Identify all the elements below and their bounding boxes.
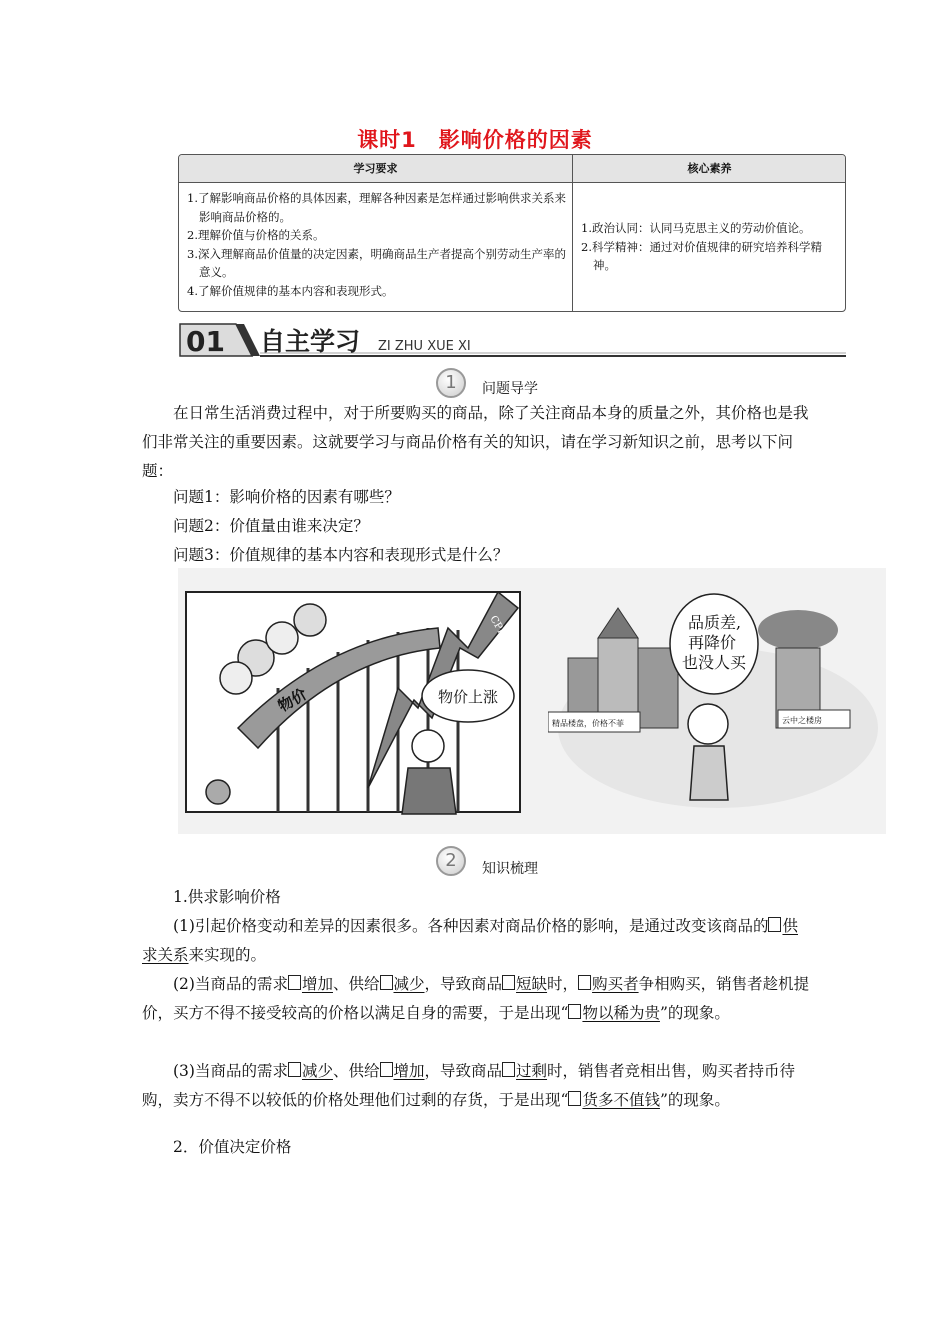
- bubble-price-rise: 物价上涨: [438, 688, 499, 706]
- sign-left: 精品楼盘，价格不菲: [552, 719, 624, 728]
- answer-box: [768, 917, 781, 932]
- table-header-core: 核心素养: [572, 155, 846, 183]
- section-pinyin: ZI ZHU XUE XI: [378, 339, 471, 354]
- paragraph-2: (2)当商品的需求 增加、供给 减少，导致商品 短缺时， 购买者争相购买，销售者趁机提价，买方不得不接受较高的价格以满足自身的需要，于是出现“ 物以稀为贵”的现象。: [142, 975, 810, 1022]
- list-item: 2.科学精神：通过对价值规律的研究培养科学精神。: [581, 239, 822, 272]
- bubble-line-3: 也没人买: [682, 653, 747, 672]
- part-label: 问题导学: [482, 381, 538, 397]
- list-item: 4.了解价值规律的基本内容和表现形式。: [187, 283, 394, 298]
- question-3: 问题3：价值规律的基本内容和表现形式是什么？: [173, 546, 509, 564]
- part-number-badge: 2: [436, 846, 466, 876]
- paragraph-3: (3)当商品的需求 减少、供给 增加，导致商品 过剩时，销售者竞相出售，购买者持币待购，卖方不得不以较低的价格处理他们过剩的存货，于是出现“ 货多不值钱”的现象。: [142, 1062, 796, 1109]
- list-item: 1.了解影响商品价格的具体因素，理解各种因素是怎样通过影响供求关系来影响商品价格的。: [187, 191, 566, 224]
- core-literacy-list: [581, 219, 843, 275]
- page-title: 课时1 影响价格的因素: [357, 128, 593, 152]
- list-item: 1.政治认同：认同马克思主义的劳动价值论。: [581, 221, 811, 235]
- cartoon-quality: [548, 588, 878, 818]
- cpi-tag: CPI: [487, 614, 507, 636]
- section-title: 自主学习: [260, 327, 361, 356]
- list-item: 3.深入理解商品价值量的决定因素，明确商品生产者提高个别劳动生产率的意义。: [187, 246, 566, 279]
- bubble-line-1: 品质差,: [688, 613, 742, 632]
- part-number-badge: 1: [436, 368, 466, 398]
- cartoon-illustrations: [178, 568, 886, 834]
- bubble-line-2: 再降价: [688, 633, 737, 652]
- heading-value-price: 2．价值决定价格: [173, 1138, 292, 1156]
- question-2: 问题2：价值量由谁来决定？: [173, 517, 369, 535]
- paragraph-1: (1)引起价格变动和差异的因素很多。各种因素对商品价格的影响，是通过改变该商品的 供求关系来实现的。: [142, 917, 798, 964]
- part-label: 知识梳理: [482, 861, 538, 877]
- table-header-requirements: 学习要求: [179, 155, 572, 183]
- heading-supply-demand: 1.供求影响价格: [173, 888, 281, 906]
- sign-right: 云中之楼房: [782, 716, 822, 725]
- intro-paragraph: 在日常生活消费过程中，对于所要购买的商品，除了关注商品本身的质量之外，其价格也是我们非常关注的重要因素。这就要学习与商品价格有关的知识，请在学习新知识之前，思考以下问题：: [142, 404, 809, 480]
- list-item: 2.理解价值与价格的关系。: [187, 228, 325, 242]
- section-number: 01: [186, 325, 225, 358]
- section-banner: [178, 322, 846, 358]
- arch-label: 物价: [275, 684, 310, 716]
- learning-goals-table: [178, 154, 846, 312]
- requirements-list: [187, 189, 569, 300]
- question-1: 问题1：影响价格的因素有哪些？: [173, 488, 400, 506]
